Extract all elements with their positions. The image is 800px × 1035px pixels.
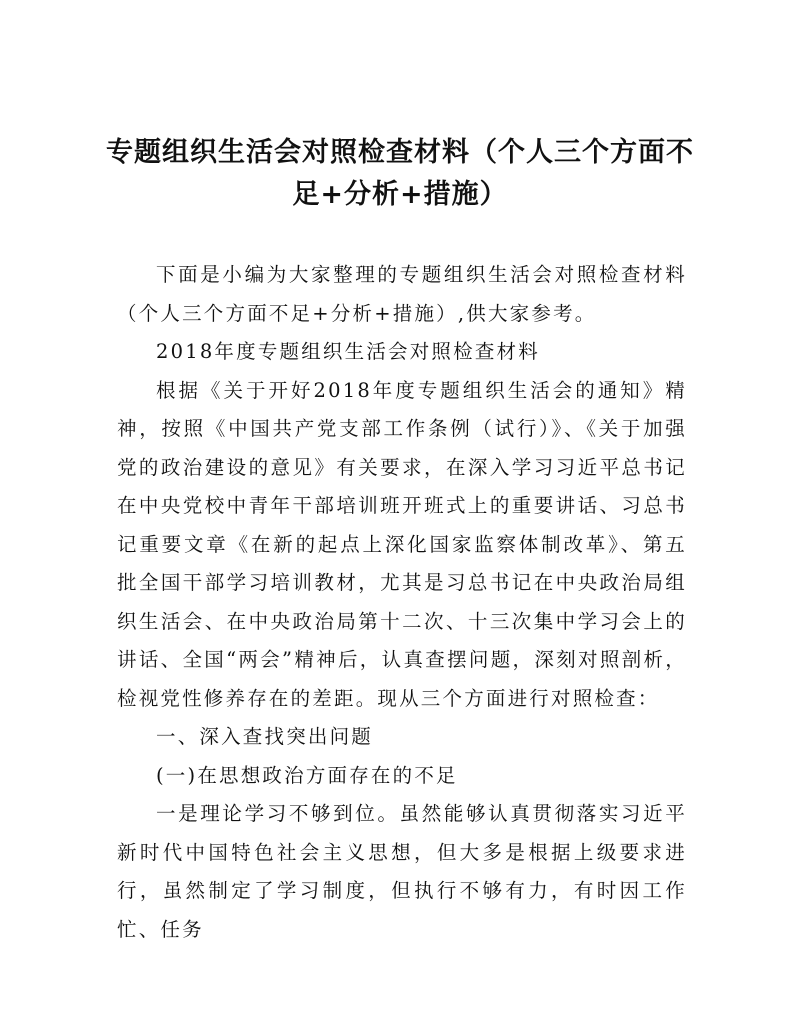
section-heading-year: 2018年度专题组织生活会对照检查材料 [156, 340, 540, 363]
subsection-heading: (一)在思想政治方面存在的不足 [156, 763, 458, 787]
section-heading-one: 一、深入查找突出问题 [156, 725, 374, 748]
intro-paragraph: 下面是小编为大家整理的专题组织生活会对照检查材料（个人三个方面不足+分析+措施）,供大家参考。 [117, 263, 687, 325]
point-paragraph: 一是理论学习不够到位。虽然能够认真贯彻落实习近平新时代中国特色社会主义思想，但大多是根据上级要求进行，虽然制定了学习制度，但执行不够有力，有时因工作忙、任务 [117, 802, 687, 941]
document-body [117, 256, 687, 949]
document-title: 专题组织生活会对照检查材料（个人三个方面不足+分析+措施） [106, 137, 694, 210]
context-paragraph: 根据《关于开好2018年度专题组织生活会的通知》精神，按照《中国共产党支部工作条例（试行）》、《关于加强党的政治建设的意见》有关要求，在深入学习习近平总书记在中央党校中青年干部培训班开班式上的重要讲话、习总书记重要文章《在新的起点上深化国家监察体制改革》、第五批全国干部学习培训教材，尤其是习总书记在中央政治局组织生活会、在中央政治局第十二次、十三次集中学习会上的讲话、全国“两会”精神后，认真查摆问题，深刻对照剖析，检视党性修养存在的差距。现从三个方面进行对照检查： [117, 378, 687, 710]
